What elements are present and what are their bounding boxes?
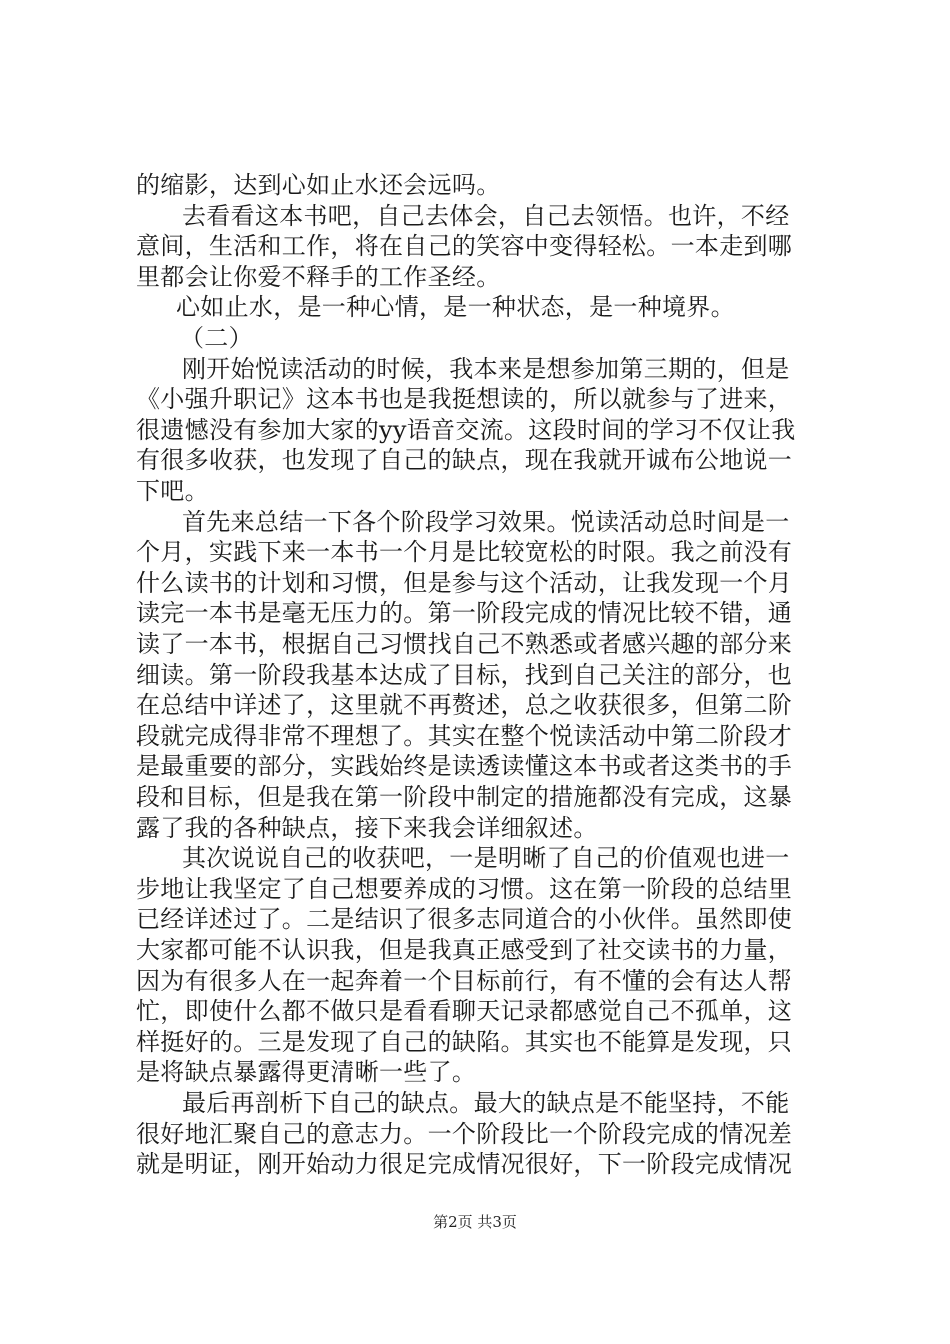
text-line: 就是明证，刚开始动力很足完成情况很好，下一阶段完成情况: [136, 1150, 793, 1179]
section-heading: （二）: [180, 324, 253, 352]
text-line: 个月，实践下来一本书一个月是比较宽松的时限。我之前没有: [136, 538, 793, 567]
text-line: 很好地汇聚自己的意志力。一个阶段比一个阶段完成的情况差: [136, 1119, 793, 1148]
text-line: 段就完成得非常不理想了。其实在整个悦读活动中第二阶段才: [136, 721, 793, 750]
text-line: 步地让我坚定了自己想要养成的习惯。这在第一阶段的总结里: [136, 874, 793, 903]
text-line: 露了我的各种缺点，接下来我会详细叙述。: [136, 813, 598, 842]
text-line: 大家都可能不认识我，但是我真正感受到了社交读书的力量，: [136, 936, 793, 964]
text-line: 段和目标，但是我在第一阶段中制定的措施都没有完成，这暴: [136, 783, 793, 811]
text-line: 心如止水，是一种心情，是一种状态，是一种境界。: [176, 293, 735, 322]
text-line: 有很多收获，也发现了自己的缺点，现在我就开诚布公地说一: [136, 446, 793, 475]
text-line: 意间，生活和工作，将在自己的笑容中变得轻松。一本走到哪: [136, 232, 793, 261]
text-line: 样挺好的。三是发现了自己的缺陷。其实也不能算是发现，只: [136, 1027, 793, 1056]
text-line: 其次说说自己的收获吧，一是明晰了自己的价值观也进一: [182, 844, 790, 873]
text-line: 很遗憾没有参加大家的yy语音交流。这段时间的学习不仅让我: [136, 415, 796, 444]
text-line: 首先来总结一下各个阶段学习效果。悦读活动总时间是一: [182, 507, 790, 536]
text-line: 已经详述过了。二是结识了很多志同道合的小伙伴。虽然即使: [136, 905, 793, 934]
text-line: 最后再剖析下自己的缺点。最大的缺点是不能坚持，不能: [182, 1089, 790, 1117]
text-line: 什么读书的计划和习惯，但是参与这个活动，让我发现一个月: [136, 568, 793, 597]
text-line: 读了一本书，根据自己习惯找自己不熟悉或者感兴趣的部分来: [136, 630, 793, 658]
text-line: 是将缺点暴露得更清晰一些了。: [136, 1058, 477, 1087]
text-line: 的缩影，达到心如止水还会远吗。: [136, 171, 501, 199]
text-line: 里都会让你爱不释手的工作圣经。: [136, 262, 501, 291]
text-line: 下吧。: [136, 477, 209, 505]
text-line: 刚开始悦读活动的时候，我本来是想参加第三期的，但是: [182, 354, 790, 383]
text-line: 去看看这本书吧，自己去体会，自己去领悟。也许，不经: [182, 201, 790, 230]
text-line: 《小强升职记》这本书也是我挺想读的，所以就参与了进来，: [136, 385, 793, 414]
text-line: 细读。第一阶段我基本达成了目标，找到自己关注的部分，也: [136, 660, 793, 689]
page-number-footer: 第2页 共3页: [433, 1213, 517, 1231]
text-line: 读完一本书是毫无压力的。第一阶段完成的情况比较不错，通: [136, 599, 793, 628]
text-line: 因为有很多人在一起奔着一个目标前行，有不懂的会有达人帮: [136, 966, 793, 995]
text-line: 在总结中详述了，这里就不再赘述，总之收获很多，但第二阶: [136, 691, 793, 720]
text-line: 忙，即使什么都不做只是看看聊天记录都感觉自己不孤单，这: [136, 997, 793, 1026]
text-line: 是最重要的部分，实践始终是读透读懂这本书或者这类书的手: [136, 752, 793, 781]
